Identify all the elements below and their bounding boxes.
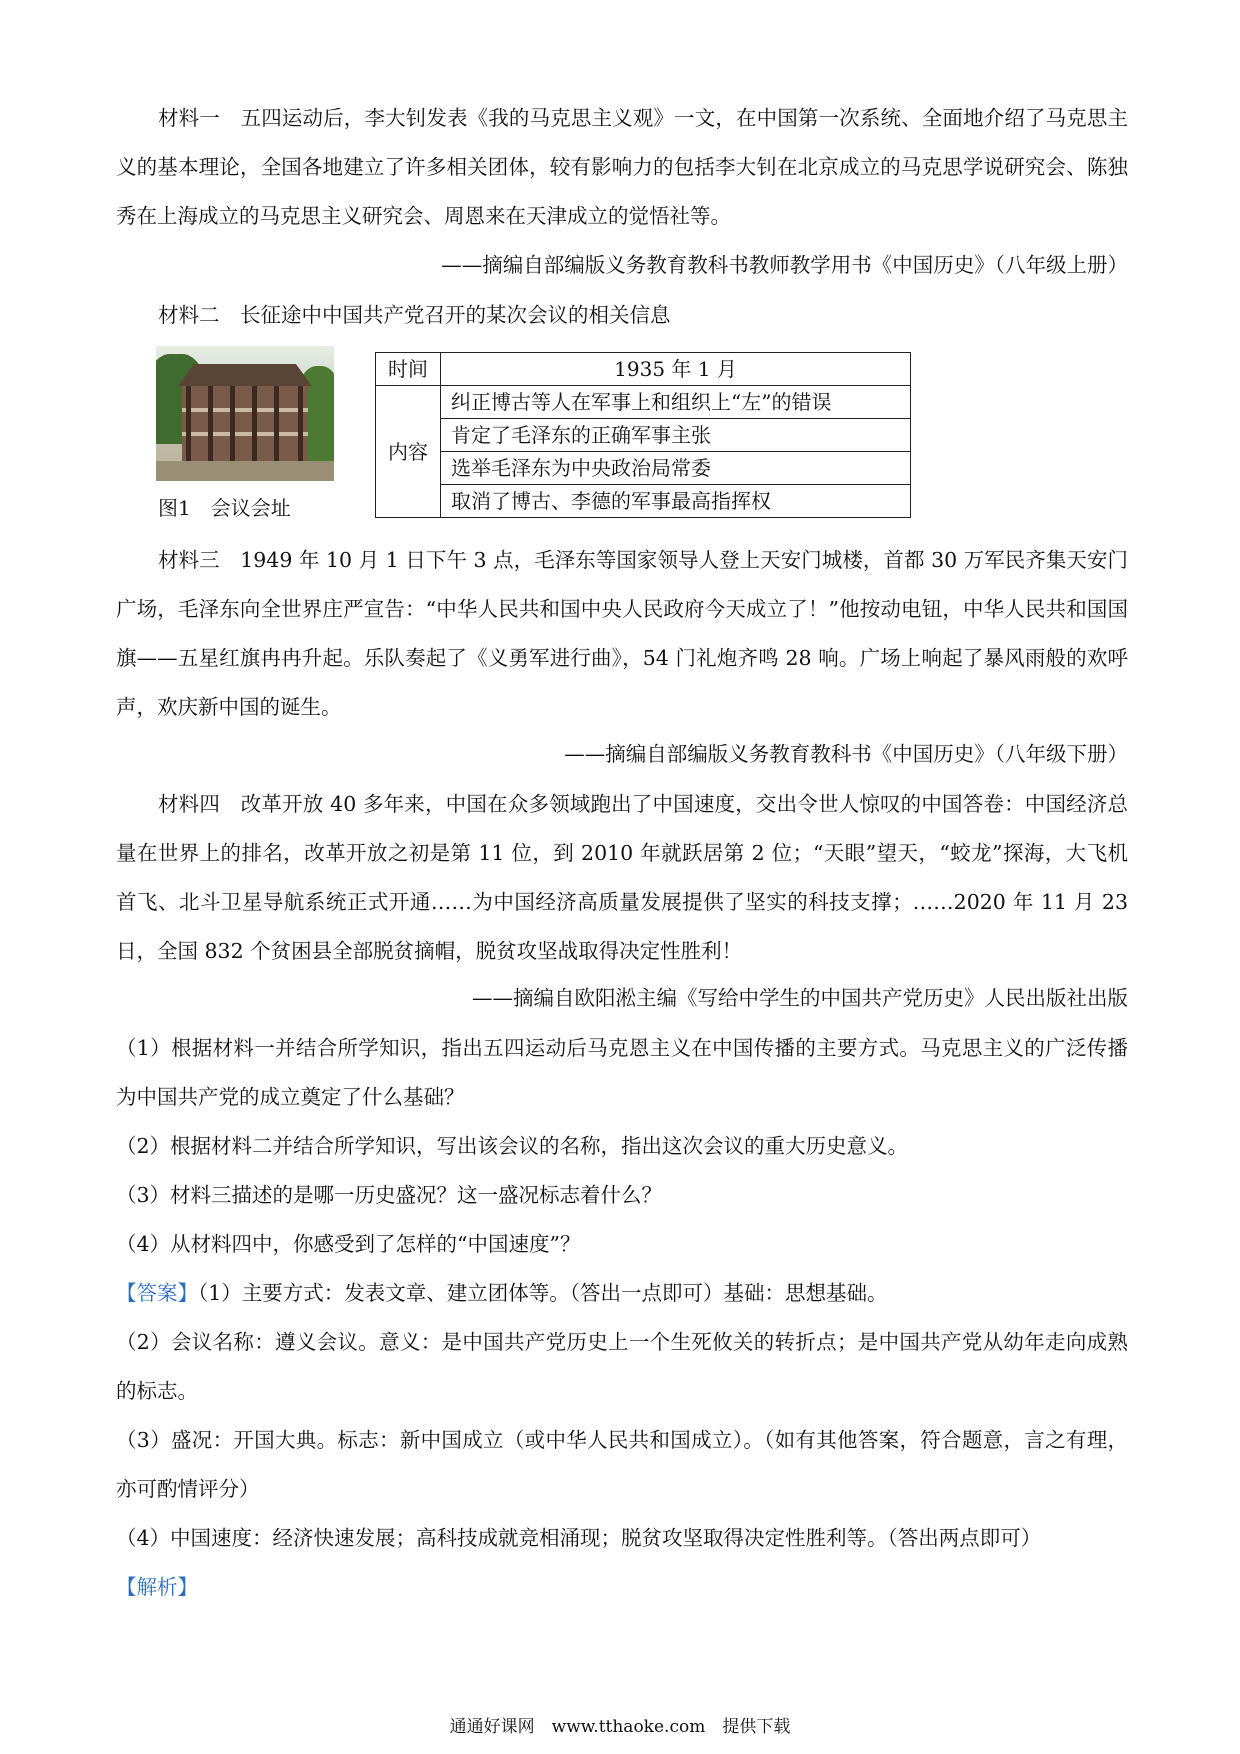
material-2-text: 长征途中中国共产党召开的某次会议的相关信息 bbox=[240, 303, 671, 327]
material-4-source: ——摘编自欧阳淞主编《写给中学生的中国共产党历史》人民出版社出版 bbox=[472, 986, 1128, 1010]
content-item: 肯定了毛泽东的正确军事主张 bbox=[441, 419, 911, 452]
answer-3: （3）盛况：开国大典。标志：新中国成立（或中华人民共和国成立）。（如有其他答案，符合题意，言之有理，亦可酌情评分） bbox=[116, 1428, 1128, 1501]
material-3-label: 材料三 bbox=[158, 548, 220, 572]
photo-caption: 图1 会议会址 bbox=[158, 496, 291, 520]
material-1-label: 材料一 bbox=[158, 106, 220, 130]
table-row bbox=[376, 353, 911, 386]
material-1-source: ——摘编自部编版义务教育教科书教师教学用书《中国历史》（八年级上册） bbox=[441, 253, 1128, 277]
table-row bbox=[376, 452, 911, 485]
content-item: 选举毛泽东为中央政治局常委 bbox=[441, 452, 911, 485]
table-row bbox=[376, 485, 911, 518]
answer-2: （2）会议名称：遵义会议。意义：是中国共产党历史上一个生死攸关的转折点；是中国共产党从幼年走向成熟的标志。 bbox=[116, 1330, 1128, 1403]
table-row bbox=[376, 419, 911, 452]
question-4: （4）从材料四中，你感受到了怎样的“中国速度”？ bbox=[116, 1232, 581, 1256]
question-3: （3）材料三描述的是哪一历史盛况？这一盛况标志着什么？ bbox=[116, 1183, 663, 1207]
answer-label: 【答案】 bbox=[116, 1281, 198, 1305]
time-label: 时间 bbox=[376, 353, 441, 386]
time-value: 1935 年 1 月 bbox=[441, 353, 911, 386]
answer-4: （4）中国速度：经济快速发展；高科技成就竞相涌现；脱贫攻坚取得决定性胜利等。（答出两点即可） bbox=[116, 1526, 1042, 1550]
material-2 bbox=[116, 291, 1128, 340]
material-1-text: 五四运动后，李大钊发表《我的马克思主义观》一文，在中国第一次系统、全面地介绍了马克思主义的基本理论，全国各地建立了许多相关团体，较有影响力的包括李大钊在北京成立的马克思学说研究会、陈独秀在上海成立的马克思主义研究会、周恩来在天津成立的觉悟社等。 bbox=[116, 106, 1129, 228]
material-3-source: ——摘编自部编版义务教育教科书《中国历史》（八年级下册） bbox=[564, 742, 1128, 766]
material-4-text: 改革开放 40 多年来，中国在众多领域跑出了中国速度，交出令世人惊叹的中国答卷：中国经济总量在世界上的排名，改革开放之初是第 11 位，到 2010 年就跃居第 2 位；“天眼”望天，“蛟龙”探海，大飞机首飞、北斗卫星导航系统正式开通……为中国经济高质量发展提供了坚实的科技支撑；……2020 年 11 月 23 日，全国 832 个贫困县全部脱贫摘帽，脱贫攻坚战取得决定性胜利！ bbox=[116, 792, 1128, 963]
material-4 bbox=[116, 780, 1128, 976]
content-label: 内容 bbox=[376, 386, 441, 518]
question-2: （2）根据材料二并结合所学知识，写出该会议的名称，指出这次会议的重大历史意义。 bbox=[116, 1134, 909, 1158]
question-1: （1）根据材料一并结合所学知识，指出五四运动后马克恩主义在中国传播的主要方式。马克思主义的广泛传播为中国共产党的成立奠定了什么基础？ bbox=[116, 1036, 1128, 1109]
content-item: 取消了博古、李德的军事最高指挥权 bbox=[441, 485, 911, 518]
answer-1-text: （1）主要方式：发表文章、建立团体等。（答出一点即可）基础：思想基础。 bbox=[198, 1281, 888, 1305]
material-3-text: 1949 年 10 月 1 日下午 3 点，毛泽东等国家领导人登上天安门城楼，首都 30 万军民齐集天安门广场，毛泽东向全世界庄严宣告：“中华人民共和国中央人民政府今天成立了！”他按动电钮，中华人民共和国国旗——五星红旗冉冉升起。乐队奏起了《义勇军进行曲》，54 门礼炮齐鸣 28 响。广场上响起了暴风雨般的欢呼声，欢庆新中国的诞生。 bbox=[116, 548, 1129, 719]
meeting-site-photo bbox=[156, 346, 334, 481]
table-row bbox=[376, 386, 911, 419]
material-3 bbox=[116, 536, 1128, 732]
analysis-label: 【解析】 bbox=[116, 1575, 198, 1599]
meeting-info-table bbox=[375, 352, 911, 518]
answer-1 bbox=[116, 1269, 1128, 1318]
material-2-label: 材料二 bbox=[158, 303, 220, 327]
material-4-label: 材料四 bbox=[158, 792, 221, 816]
material-1 bbox=[116, 94, 1128, 241]
content-item: 纠正博古等人在军事上和组织上“左”的错误 bbox=[441, 386, 911, 419]
page-footer: 通通好课网 www.tthaoke.com 提供下载 bbox=[449, 1717, 791, 1737]
